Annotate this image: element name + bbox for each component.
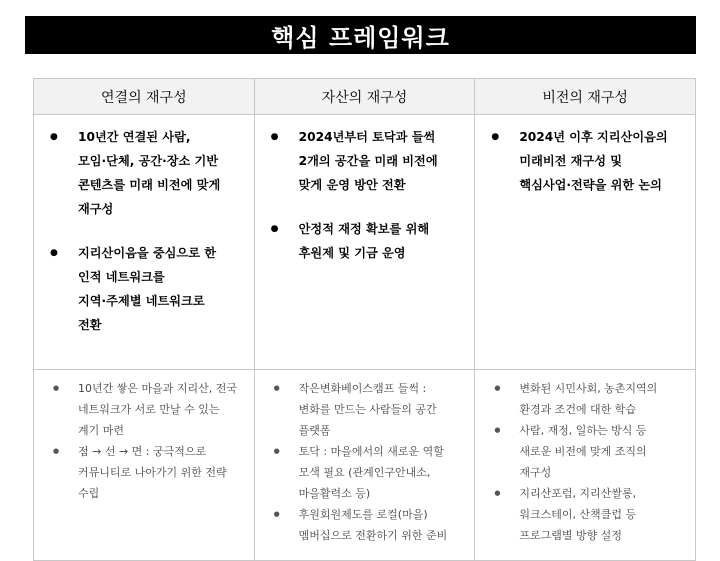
list-item: ● 10년간 연결된 사람, 모임·단체, 공간·장소 기반 콘텐츠를 미래 비전에 맞게 재구성 — [50, 125, 246, 221]
framework-table — [33, 78, 696, 561]
main-list — [475, 115, 695, 197]
detail-list — [475, 370, 695, 546]
list-item: ● 점 → 선 → 면 : 궁극적으로 커뮤니티로 나아가기 위한 전략 수립 — [50, 441, 246, 504]
detail-cell-connection — [34, 370, 255, 561]
main-cell-assets — [254, 115, 475, 370]
main-points-row — [34, 115, 696, 370]
list-item: ● 10년간 쌓은 마을과 지리산, 전국 네트워크가 서로 만날 수 있는 계기 마련 — [50, 378, 246, 441]
list-item: ● 안정적 재정 확보를 위해 후원제 및 기금 운영 — [271, 217, 467, 265]
detail-list — [34, 370, 254, 504]
detail-cell-assets — [254, 370, 475, 561]
list-item: ● 변화된 시민사회, 농촌지역의 환경과 조건에 대한 학습 — [491, 378, 687, 420]
list-item: ● 2024년부터 토닥과 들썩 2개의 공간을 미래 비전에 맞게 운영 방안 전환 — [271, 125, 467, 197]
column-header-assets: 자산의 재구성 — [254, 79, 475, 115]
list-item: ● 지리산이음을 중심으로 한 인적 네트워크를 지역·주제별 네트워크로 전환 — [50, 241, 246, 337]
detail-list — [255, 370, 475, 546]
main-list — [255, 115, 475, 265]
main-cell-vision — [475, 115, 696, 370]
list-item: ● 지리산포럼, 지리산쌀롱, 워크스테이, 산책클럽 등 프로그램별 방향 설정 — [491, 483, 687, 546]
list-item: ● 사람, 재정, 일하는 방식 등 새로운 비전에 맞게 조직의 재구성 — [491, 420, 687, 483]
detail-cell-vision — [475, 370, 696, 561]
main-cell-connection — [34, 115, 255, 370]
page-title: 핵심 프레임워크 — [25, 16, 696, 54]
list-item: ● 2024년 이후 지리산이음의 미래비전 재구성 및 핵심사업·전략을 위한 논의 — [491, 125, 687, 197]
column-header-vision: 비전의 재구성 — [475, 79, 696, 115]
detail-points-row — [34, 370, 696, 561]
main-list — [34, 115, 254, 337]
list-item: ● 작은변화베이스캠프 들썩 : 변화를 만드는 사람들의 공간 플랫폼 — [271, 378, 467, 441]
column-header-connection: 연결의 재구성 — [34, 79, 255, 115]
list-item: ● 토닥 : 마을에서의 새로운 역할 모색 필요 (관계인구안내소, 마을활력소 등) — [271, 441, 467, 504]
list-item: ● 후원회원제도를 로컬(마을) 멤버십으로 전환하기 위한 준비 — [271, 504, 467, 546]
header-row — [34, 79, 696, 115]
